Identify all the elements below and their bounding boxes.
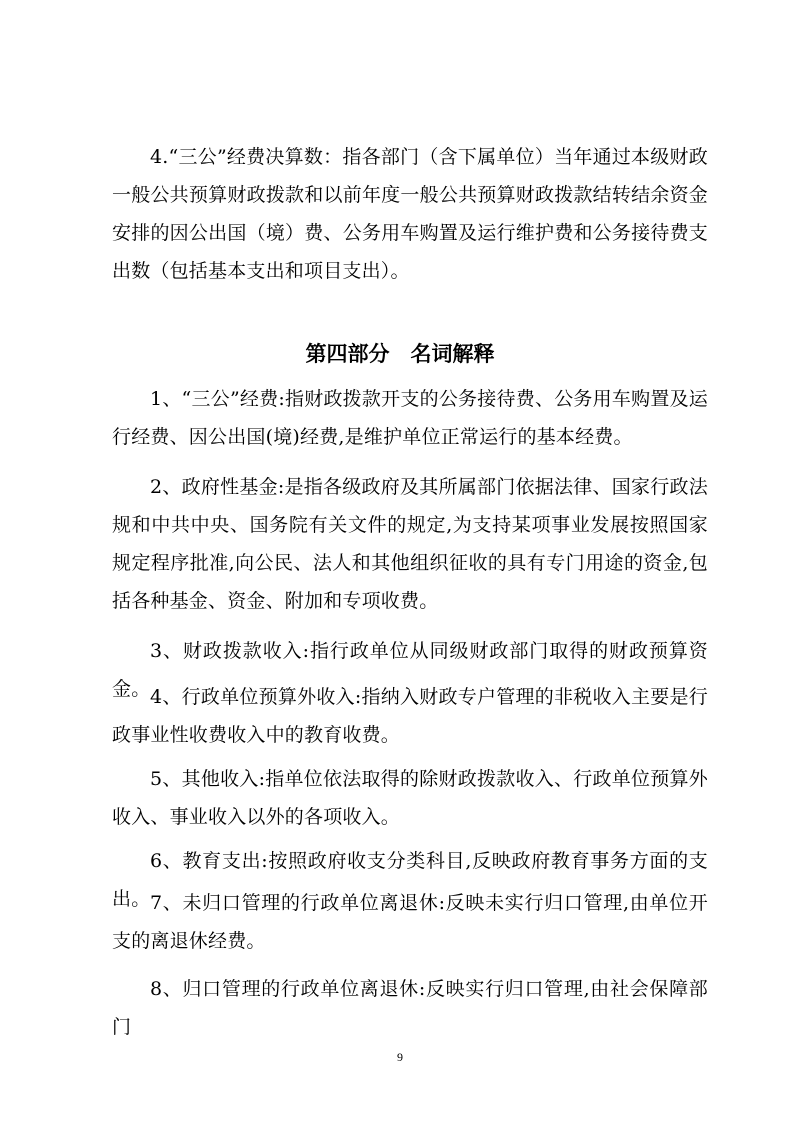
definition-paragraph-6: 6、教育支出:按照政府收支分类科目,反映政府教育事务方面的支出。 [112, 850, 708, 910]
intro-paragraph: 4.“三公”经费决算数：指各部门（含下属单位）当年通过本级财政一般公共预算财政拨款和以前年度一般公共预算财政拨款结转结余资金安排的因公出国（境）费、公务用车购置及运行维护费和公务接待费支出数（包括基本支出和项目支出）。 [112, 146, 708, 282]
definition-paragraph-5: 5、其他收入:指单位依法取得的除财政拨款收入、行政单位预算外收入、事业收入以外的各项收入。 [112, 768, 708, 828]
definition-paragraph-8: 8、归口管理的行政单位离退休:反映实行归口管理,由社会保障部门 [112, 978, 708, 1038]
definition-paragraph-7: 7、未归口管理的行政单位离退休:反映未实行归口管理,由单位开支的离退休经费。 [112, 892, 708, 952]
page-number: 9 [397, 1050, 403, 1064]
definition-paragraph-1: 1、“三公”经费:指财政拨款开支的公务接待费、公务用车购置及运行经费、因公出国(境)经费,是维护单位正常运行的基本经费。 [112, 388, 708, 448]
definition-paragraph-4: 4、行政单位预算外收入:指纳入财政专户管理的非税收入主要是行政事业性收费收入中的教育收费。 [112, 686, 708, 746]
section-heading: 第四部分 名词解释 [305, 342, 495, 366]
definition-paragraph-3: 3、财政拨款收入:指行政单位从同级财政部门取得的财政预算资金。 [112, 640, 708, 700]
definition-paragraph-2: 2、政府性基金:是指各级政府及其所属部门依据法律、国家行政法规和中共中央、国务院有关文件的规定,为支持某项事业发展按照国家规定程序批准,向公民、法人和其他组织征收的具有专门用途的资金,包括各种基金、资金、附加和专项收费。 [112, 476, 708, 612]
